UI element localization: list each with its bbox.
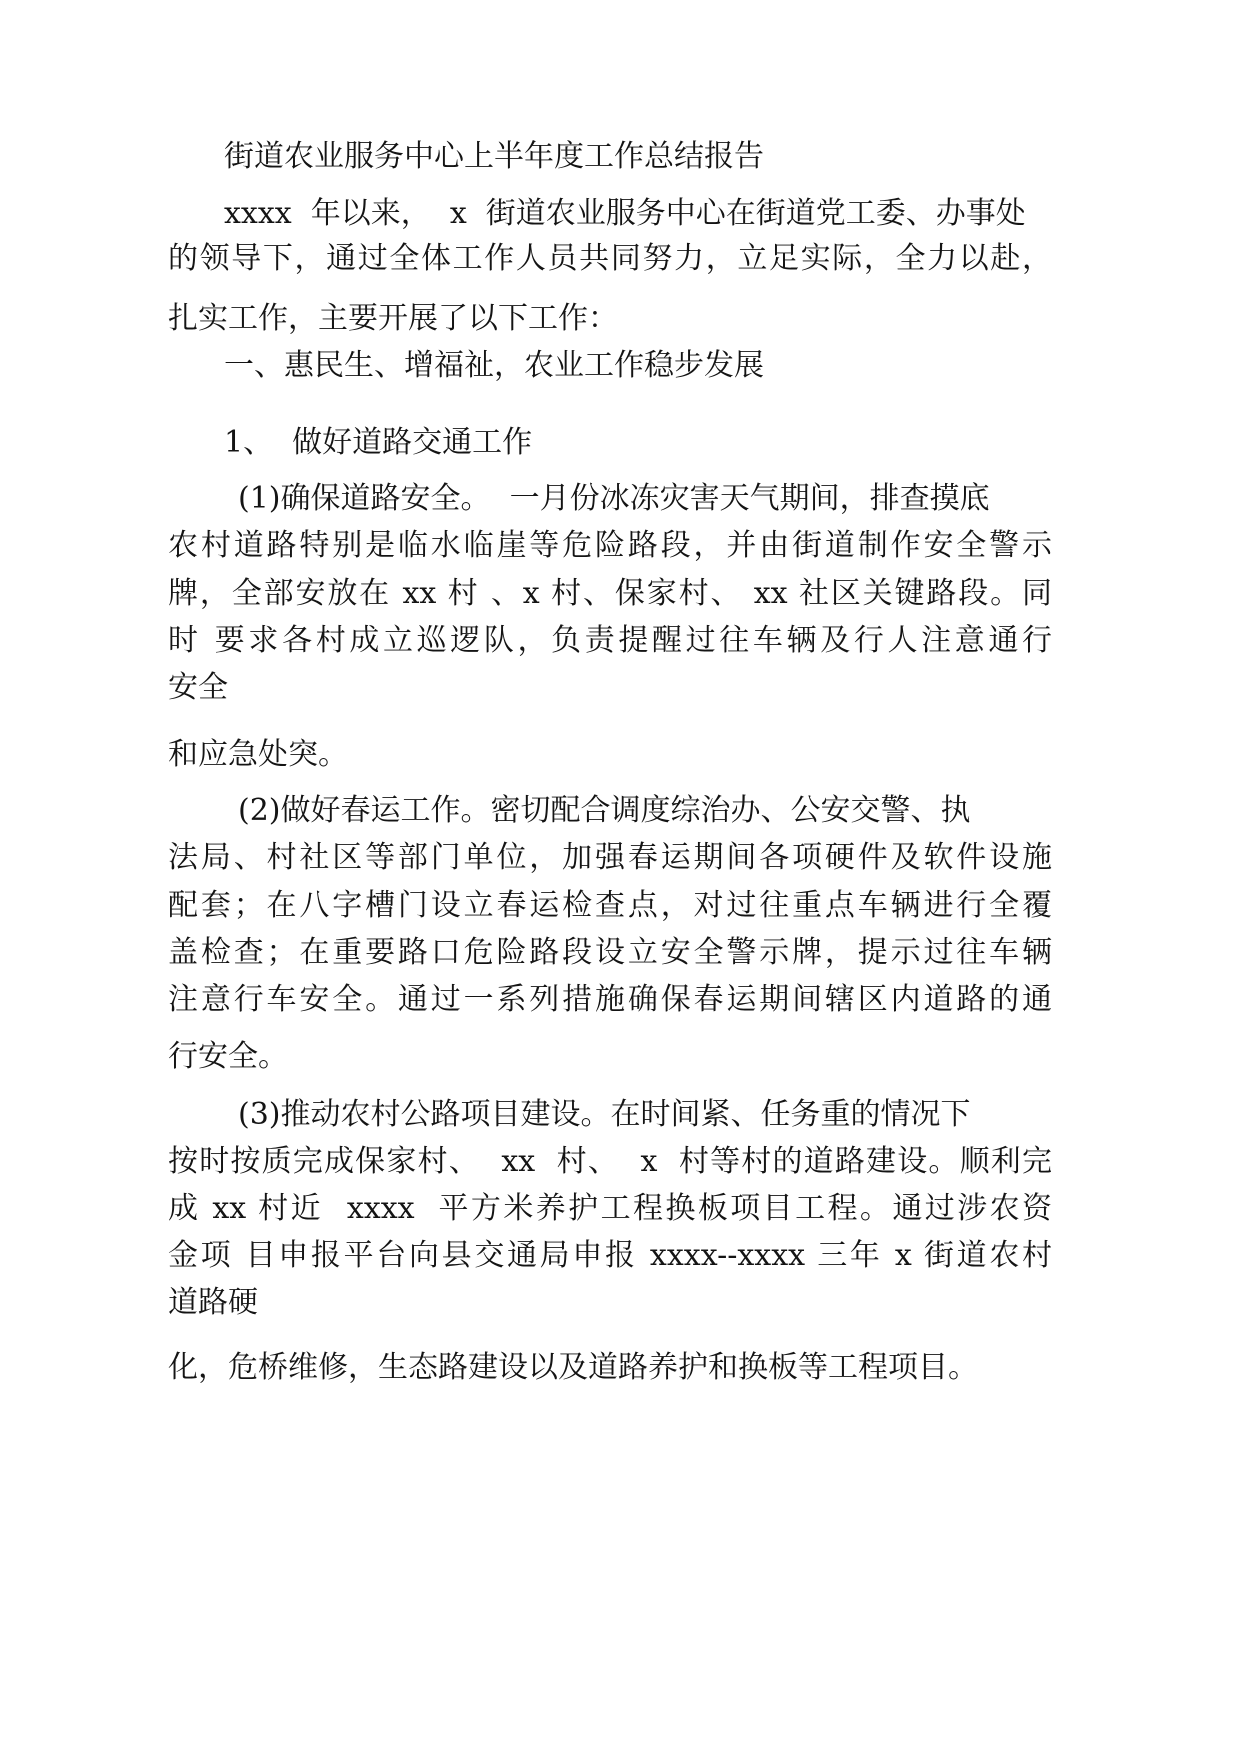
- paragraph-line: 按时按质完成保家村、 xx 村、 x 村等村的道路建设。顺利完: [168, 1144, 1052, 1179]
- paragraph-line: 和应急处突。: [168, 737, 348, 772]
- paragraph-line: 注意行车安全。通过一系列措施确保春运期间辖区内道路的通: [168, 982, 1052, 1017]
- paragraph-line: 配套；在八字槽门设立春运检查点，对过往重点车辆进行全覆: [168, 888, 1052, 923]
- paragraph-line: 道路硬: [168, 1285, 258, 1320]
- paragraph-line: 化，危桥维修，生态路建设以及道路养护和换板等工程项目。: [168, 1350, 978, 1385]
- paragraph-line: (1)确保道路安全。 一月份冰冻灾害天气期间，排查摸底: [238, 481, 990, 516]
- paragraph-line: 安全: [168, 670, 228, 705]
- paragraph-line: 成 xx 村近 xxxx 平方米养护工程换板项目工程。通过涉农资: [168, 1191, 1052, 1226]
- paragraph-line: (3)推动农村公路项目建设。在时间紧、任务重的情况下: [238, 1097, 971, 1132]
- paragraph-line: (2)做好春运工作。密切配合调度综治办、公安交警、执: [238, 793, 971, 828]
- paragraph-line: 法局、村社区等部门单位，加强春运期间各项硬件及软件设施: [168, 840, 1052, 875]
- paragraph-line: 农村道路特别是临水临崖等危险路段，并由街道制作安全警示: [168, 528, 1052, 563]
- subsection-heading: 1、 做好道路交通工作: [224, 425, 533, 460]
- paragraph-line: 时 要求各村成立巡逻队，负责提醒过往车辆及行人注意通行: [168, 623, 1052, 658]
- paragraph-line: 行安全。: [168, 1039, 288, 1074]
- document-title: 街道农业服务中心上半年度工作总结报告: [224, 139, 764, 174]
- section-heading: 一、惠民生、增福祉，农业工作稳步发展: [224, 348, 764, 383]
- paragraph-line: 金项 目申报平台向县交通局申报 xxxx--xxxx 三年 x 街道农村: [168, 1238, 1052, 1273]
- paragraph-line: 盖检查；在重要路口危险路段设立安全警示牌，提示过往车辆: [168, 935, 1052, 970]
- paragraph-line: 扎实工作，主要开展了以下工作：: [168, 301, 618, 336]
- paragraph-line: xxxx 年以来， x 街道农业服务中心在街道党工委、办事处: [224, 196, 1026, 231]
- paragraph-line: 牌，全部安放在 xx 村 、x 村、保家村、 xx 社区关键路段。同: [168, 576, 1052, 611]
- paragraph-line: 的领导下，通过全体工作人员共同努力，立足实际，全力以赴，: [168, 241, 1052, 276]
